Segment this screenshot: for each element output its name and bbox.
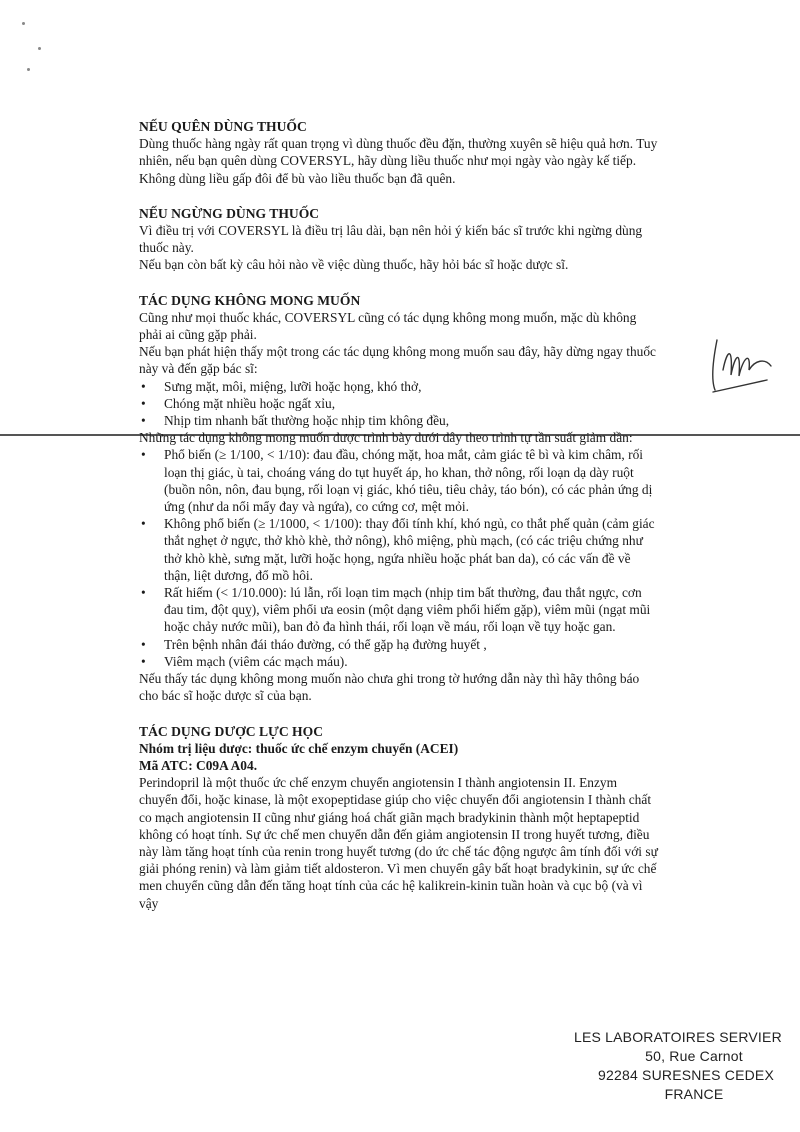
stamp-line: 92284 SURESNES CEDEX <box>598 1067 774 1083</box>
handwritten-signature <box>705 330 785 400</box>
paragraph: Perindopril là một thuốc ức chế enzym chuyển angiotensin I thành angiotensin II. Enzym chuyển đổi, hoặc kinase, là một exopeptidase giúp cho việc chuyển đổi angiotensin I thành chất co mạch angiotensin II cũng như giáng hoá chất giãn mạch bradykinin thành một heptapeptid không có hoạt tính. Sự ức chế men chuyển dẫn đến giảm angiotensin II trong huyết tương, điều này làm tăng hoạt tính của renin trong huyết tương (do ức chế tác động ngược âm tính đối với sự giải phóng renin) và làm giảm tiết aldosteron. Vì men chuyển gây bất hoạt bradykinin, sự ức chế men chuyển cũng dẫn đến tăng hoạt tính của các hệ kalikrein-kinin tuần hoàn và cục bộ (và vì vậy <box>139 775 658 911</box>
document-body <box>139 118 659 930</box>
therapeutic-group: Nhóm trị liệu dược: thuốc ức chế enzym chuyển (ACEI) <box>139 740 459 756</box>
paragraph: Không dùng liều gấp đôi để bù vào liều thuốc bạn đã quên. <box>139 170 456 186</box>
company-stamp <box>574 1028 782 1104</box>
paragraph: Nếu thấy tác dụng không mong muốn nào chưa ghi trong tờ hướng dẫn này thì hãy thông báo cho bác sĩ hoặc dược sĩ của bạn. <box>139 671 640 704</box>
section-title: NẾU QUÊN DÙNG THUỐC <box>139 119 307 134</box>
section-title: TÁC DỤNG KHÔNG MONG MUỐN <box>139 292 361 308</box>
paragraph: Cũng như mọi thuốc khác, COVERSYL cũng có tác dụng không mong muốn, mặc dù không phải ai cũng gặp phải. <box>139 309 637 343</box>
atc-code: Mã ATC: C09A A04. <box>139 757 258 773</box>
stamp-line: 50, Rue Carnot <box>645 1048 743 1064</box>
list-item: • Nhịp tim nhanh bất thường hoặc nhịp tim không đều, <box>139 412 659 429</box>
list-item: • Trên bệnh nhân đái tháo đường, có thể gặp hạ đường huyết , <box>139 636 659 653</box>
list-item: • Chóng mặt nhiều hoặc ngất xỉu, <box>139 395 659 412</box>
section-title: TÁC DỤNG DƯỢC LỰC HỌC <box>139 723 324 739</box>
section-title: NẾU NGỪNG DÙNG THUỐC <box>139 205 320 221</box>
paragraph: Dùng thuốc hàng ngày rất quan trọng vì dùng thuốc đều đặn, thường xuyên sẽ hiệu quả hơn. Tuy nhiên, nếu bạn quên dùng COVERSYL, hãy dùng liều thuốc như mọi ngày vào ngày kế tiếp. <box>139 136 658 169</box>
section-stop-taking <box>139 205 659 274</box>
section-pharmacodynamics <box>139 723 659 912</box>
section-missed-dose <box>139 118 659 187</box>
paragraph: Những tác dụng không mong muốn được trình bày dưới đây theo trình tự tần suất giảm dần: <box>139 430 633 446</box>
section-side-effects <box>139 292 659 705</box>
list-item: • Rất hiếm (< 1/10.000): lú lẫn, rối loạn tim mạch (nhịp tim bất thường, đau thắt ngực, cơn đau tim, đột quỵ), viêm phổi ưa eosin (một dạng viêm phổi hiếm gặp), viêm mũi (ngạt mũi hoặc chảy nước mũi), ban đỏ đa hình thái, rối loạn về máu, rối loạn về tụy hoặc gan. <box>139 584 659 636</box>
frequency-side-effects-list <box>139 446 659 670</box>
paragraph: Vì điều trị với COVERSYL là điều trị lâu dài, bạn nên hỏi ý kiến bác sĩ trước khi ngừng dùng thuốc này. <box>139 223 643 256</box>
paragraph: Nếu bạn còn bất kỳ câu hỏi nào về việc dùng thuốc, hãy hỏi bác sĩ hoặc dược sĩ. <box>139 257 569 273</box>
list-item: • Phổ biến (≥ 1/100, < 1/10): đau đầu, chóng mặt, hoa mắt, cảm giác tê bì và kim châm, rối loạn thị giác, ù tai, choáng váng do tụt huyết áp, ho khan, thở nông, rối loạn dạ dày ruột (buồn nôn, nôn, đau bụng, rối loạn vị giác, khó tiêu, tiêu chảy, táo bón), có các phản ứng dị ứng (như da nổi mẩy đay và ngứa), co cứng cơ, mệt mỏi. <box>139 446 659 515</box>
scan-speck <box>38 47 41 50</box>
list-item: • Viêm mạch (viêm các mạch máu). <box>139 653 659 670</box>
list-item: • Không phổ biến (≥ 1/1000, < 1/100): thay đổi tính khí, khó ngủ, co thắt phế quản (cảm giác thắt nghẹt ở ngực, thở khò khè, thở nông), khô miệng, phù mạch, (có các triệu chứng như thở khò khè, sưng mặt, lưỡi hoặc họng, ngứa nhiều hoặc phát ban da), có các vấn đề về thận, liệt dương, đổ mồ hôi. <box>139 515 659 584</box>
scan-speck <box>27 68 30 71</box>
stamp-line: LES LABORATOIRES SERVIER <box>574 1029 782 1045</box>
stamp-line: FRANCE <box>664 1086 724 1102</box>
list-item: • Sưng mặt, môi, miệng, lưỡi hoặc họng, khó thở, <box>139 378 659 395</box>
scan-speck <box>22 22 25 25</box>
urgent-side-effects-list <box>139 378 659 430</box>
paragraph: Nếu bạn phát hiện thấy một trong các tác dụng không mong muốn sau đây, hãy dừng ngay thuốc này và đến gặp bác sĩ: <box>139 344 656 377</box>
